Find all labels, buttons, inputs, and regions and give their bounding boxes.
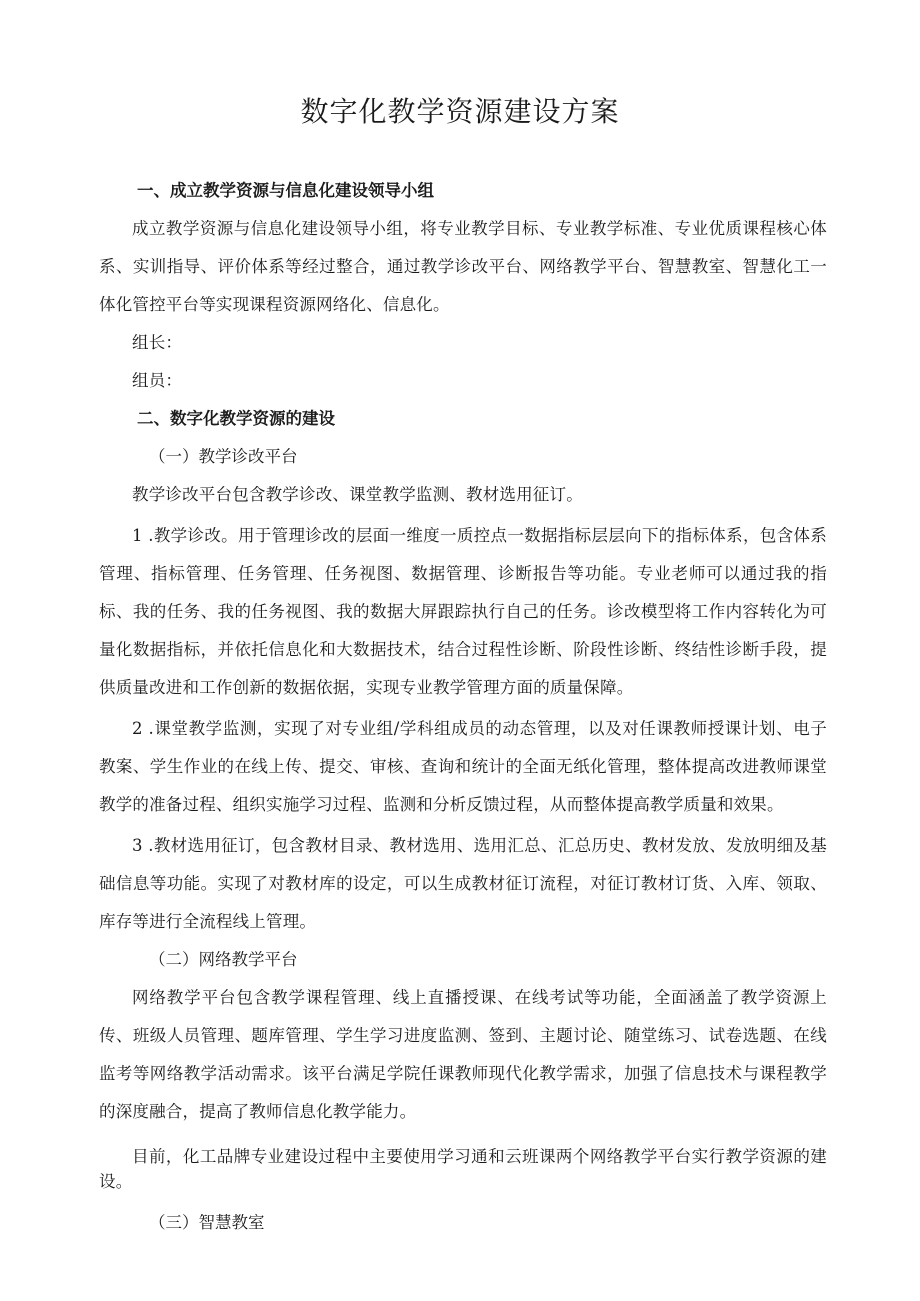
- subsection-3-heading: （三）智慧教室: [149, 1213, 265, 1232]
- section-2-heading: 二、数字化教学资源的建设: [137, 409, 335, 428]
- subsection-1-heading: （一）教学诊改平台: [149, 447, 298, 466]
- leader-line: 组长：: [132, 333, 183, 352]
- document-body: [99, 172, 827, 1242]
- subsection-2-heading: （二）网络教学平台: [149, 950, 298, 969]
- section-1-paragraph: 成立教学资源与信息化建设领导小组，将专业教学目标、专业教学标准、专业优质课程核心体系、实训指导、评价体系等经过整合，通过教学诊改平台、网络教学平台、智慧教室、智慧化工一体化管控平台等实现课程资源网络化、信息化。: [99, 219, 827, 314]
- subsection-1-intro: 教学诊改平台包含教学诊改、课堂教学监测、教材选用征订。: [132, 485, 583, 504]
- subsection-2-paragraph-1: 网络教学平台包含教学课程管理、线上直播授课、在线考试等功能，全面涵盖了教学资源上传、班级人员管理、题库管理、学生学习进度监测、签到、主题讨论、随堂练习、试卷选题、在线监考等网络教学活动需求。该平台满足学院任课教师现代化教学需求，加强了信息技术与课程教学的深度融合，提高了教师信息化教学能力。: [99, 988, 827, 1121]
- subsection-1-item-1: 1 .教学诊改。用于管理诊改的层面一维度一质控点一数据指标层层向下的指标体系，包含体系管理、指标管理、任务管理、任务视图、数据管理、诊断报告等功能。专业老师可以通过我的指标、我的任务、我的任务视图、我的数据大屏跟踪执行自己的任务。诊改模型将工作内容转化为可量化数据指标，并依托信息化和大数据技术，结合过程性诊断、阶段性诊断、终结性诊断手段，提供质量改进和工作创新的数据依据，实现专业教学管理方面的质量保障。: [99, 526, 827, 697]
- subsection-2-paragraph-2: 目前，化工品牌专业建设过程中主要使用学习通和云班课两个网络教学平台实行教学资源的建设。: [99, 1147, 827, 1191]
- document-title: 数字化教学资源建设方案: [300, 95, 620, 128]
- members-line: 组员：: [132, 371, 183, 390]
- section-1-heading: 一、成立教学资源与信息化建设领导小组: [137, 181, 434, 200]
- subsection-1-item-3: 3 .教材选用征订，包含教材目录、教材选用、选用汇总、汇总历史、教材发放、发放明细及基础信息等功能。实现了对教材库的设定，可以生成教材征订流程，对征订教材订货、入库、领取、库存等进行全流程线上管理。: [99, 836, 827, 931]
- subsection-1-item-2: 2 .课堂教学监测，实现了对专业组/学科组成员的动态管理，以及对任课教师授课计划、电子教案、学生作业的在线上传、提交、审核、查询和统计的全面无纸化管理，整体提高改进教师课堂教学的准备过程、组织实施学习过程、监测和分析反馈过程，从而整体提高教学质量和效果。: [99, 719, 827, 814]
